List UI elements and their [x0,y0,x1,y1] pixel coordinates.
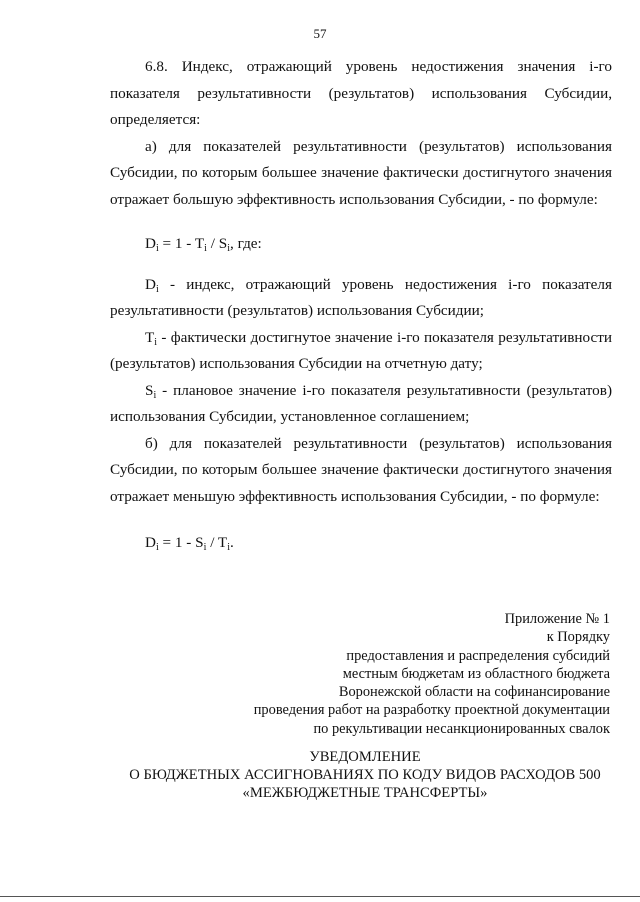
definition-subscript: i [153,389,157,401]
formula-symbol: D [145,235,156,252]
formula-subscript: i [155,243,159,254]
definition-text: - плановое значение i-го показателя результативности (результатов) использования Субсидии, установленное соглашением; [110,381,612,425]
appendix-line: Приложение № 1 [504,611,610,627]
definition-text: - индекс, отражающий уровень недостижения i-го показателя результативности (результатов) использования Субсидии; [110,275,612,319]
definition-symbol: T [145,328,155,346]
appendix-line: Воронежской области на софинансирование [338,684,610,701]
paragraph-6-8: 6.8. Индекс, отражающий уровень недостижения значения i-го показателя результативности (результатов) использования Субсидии, определяется: [110,58,612,128]
notice-title: УВЕДОМЛЕНИЕ [309,749,421,765]
formula-b [110,530,612,557]
formula-part: / T [206,534,228,551]
bottom-divider [0,896,640,897]
formula-a [110,231,612,258]
definition-symbol: S [145,381,154,399]
appendix-line: к Порядку [546,629,610,646]
page-number: 57 [313,26,327,41]
appendix-line: предоставления и распределения субсидий [346,647,610,664]
appendix-line: проведения работ на разработку проектной документации [253,702,610,719]
definition-text: - фактически достигнутое значение i-го показателя результативности (результатов) использования Субсидии на отчетную дату; [110,328,612,372]
formula-part: / S [206,235,228,252]
formula-part: = 1 - T [158,235,205,252]
formula-subscript: i [203,542,207,553]
definition-subscript: i [154,336,158,348]
appendix-line: местным бюджетам из областного бюджета [342,665,610,682]
formula-subscript: i [155,542,159,553]
definition-subscript: i [155,283,159,295]
formula-subscript: i [227,243,230,254]
formula-part: , где: [230,235,262,252]
formula-symbol: D [145,534,156,551]
definition-s [110,378,612,431]
definition-t [110,325,612,378]
notice-title-block [0,748,640,802]
notice-subtitle: О БЮДЖЕТНЫХ АССИГНОВАНИЯХ ПО КОДУ ВИДОВ РАСХОДОВ 500 [129,767,601,783]
definition-d [110,272,612,325]
paragraph-b: б) для показателей результативности (результатов) использования Субсидии, по которым большее значение фактически достигнутого значения отражает меньшую эффективность использования Субсидии, - по формуле: [110,434,612,505]
definition-symbol: D [145,275,156,293]
formula-subscript: i [204,243,207,254]
formula-subscript: i [227,542,230,553]
formula-part: . [230,534,234,551]
appendix-header [254,610,610,738]
paragraph-a: а) для показателей результативности (результатов) использования Субсидии, по которым большее значение фактически достигнутого значения отражает большую эффективность использования Субсидии, - по формуле: [110,137,612,208]
notice-subtitle: «МЕЖБЮДЖЕТНЫЕ ТРАНСФЕРТЫ» [242,785,488,801]
formula-part: = 1 - S [158,534,204,551]
appendix-line: по рекультивации несанкционированных свалок [313,720,610,737]
document-body [110,54,612,557]
